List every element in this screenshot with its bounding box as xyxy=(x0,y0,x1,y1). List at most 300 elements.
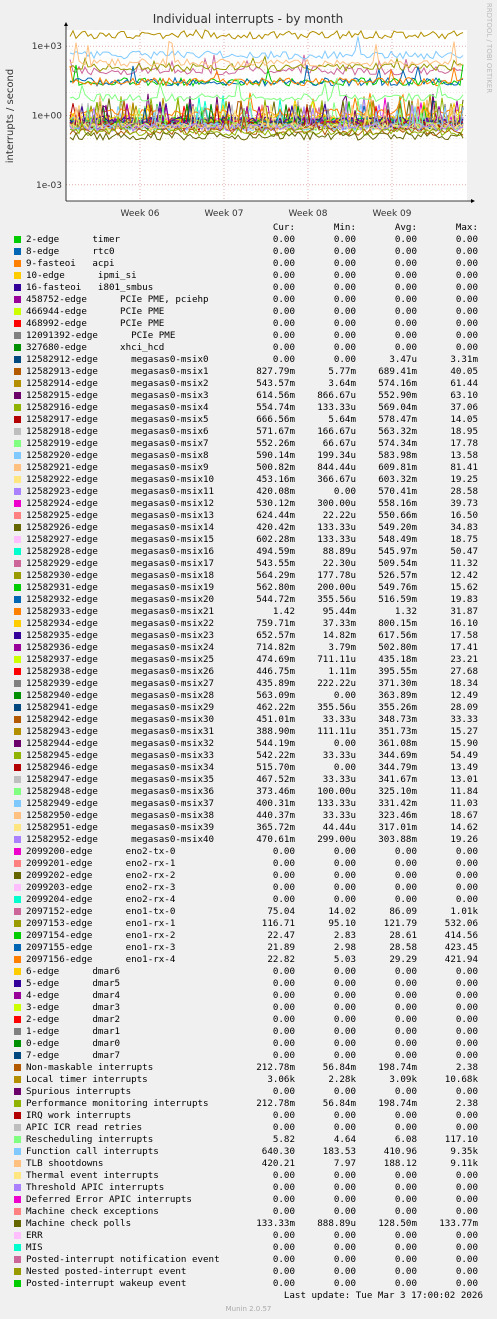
legend-max: 133.77m xyxy=(439,1218,478,1229)
legend-label: 16-fasteoi i801_smbus xyxy=(26,282,154,293)
legend-cur: 0.00 xyxy=(272,1278,295,1289)
legend-row xyxy=(0,954,497,966)
x-axis-arrow xyxy=(471,199,475,203)
legend-max: 13.58 xyxy=(450,450,478,461)
legend-row xyxy=(0,546,497,558)
legend-row xyxy=(0,1146,497,1158)
legend-min: 133.33u xyxy=(317,798,356,809)
legend-cur: 212.78m xyxy=(256,1062,295,1073)
legend-max: 19.83 xyxy=(450,594,478,605)
legend-label: 12582944-edge megasas0-msix32 xyxy=(26,738,215,749)
legend-avg: 502.80m xyxy=(378,642,417,653)
legend-max: 117.10 xyxy=(444,1134,478,1145)
legend-max: 0.00 xyxy=(455,1014,478,1025)
legend-avg: 0.00 xyxy=(394,1242,417,1253)
legend-avg: 344.79m xyxy=(378,762,417,773)
legend-label: Posted-interrupt wakeup event xyxy=(26,1278,187,1289)
legend-avg: 0.00 xyxy=(394,1038,417,1049)
legend-cur: 543.57m xyxy=(256,378,295,389)
legend-cur: 0.00 xyxy=(272,342,295,353)
legend-max: 18.34 xyxy=(450,678,478,689)
legend-row xyxy=(0,750,497,762)
legend-row xyxy=(0,714,497,726)
legend-avg: 0.00 xyxy=(394,342,417,353)
legend-avg: 516.59m xyxy=(378,594,417,605)
legend-cur: 0.00 xyxy=(272,1170,295,1181)
legend-min: 177.78u xyxy=(317,570,356,581)
legend-max: 18.75 xyxy=(450,534,478,545)
legend-cur: 21.89 xyxy=(267,942,295,953)
legend-row xyxy=(0,990,497,1002)
legend-max: 11.03 xyxy=(450,798,478,809)
legend-min: 0.00 xyxy=(333,1170,356,1181)
legend-max: 19.25 xyxy=(450,474,478,485)
legend-cur: 624.44m xyxy=(256,510,295,521)
legend-row xyxy=(0,738,497,750)
legend-row xyxy=(0,606,497,618)
legend-swatch xyxy=(14,932,21,939)
legend-min: 0.00 xyxy=(333,318,356,329)
legend-min: 56.84m xyxy=(322,1098,356,1109)
legend-cur: 0.00 xyxy=(272,978,295,989)
legend-row xyxy=(0,294,497,306)
legend-row xyxy=(0,654,497,666)
legend-max: 0.00 xyxy=(455,1170,478,1181)
legend-max: 14.62 xyxy=(450,822,478,833)
legend-row xyxy=(0,366,497,378)
legend-min: 56.84m xyxy=(322,1062,356,1073)
legend-cur: 75.04 xyxy=(267,906,295,917)
legend-max: 0.00 xyxy=(455,294,478,305)
legend-row xyxy=(0,486,497,498)
legend-cur: 0.00 xyxy=(272,1086,295,1097)
legend-swatch xyxy=(14,524,21,531)
legend-row xyxy=(0,354,497,366)
y-tick-label: 1e+00 xyxy=(31,111,62,122)
legend-avg: 0.00 xyxy=(394,1086,417,1097)
legend-min: 88.89u xyxy=(322,546,356,557)
legend-label: 12582918-edge megasas0-msix6 xyxy=(26,426,209,437)
legend-avg: 0.00 xyxy=(394,306,417,317)
legend-min: 111.11u xyxy=(317,726,356,737)
legend-max: 11.84 xyxy=(450,786,478,797)
legend-max: 15.27 xyxy=(450,726,478,737)
legend-cur: 0.00 xyxy=(272,1266,295,1277)
legend-min: 0.00 xyxy=(333,1242,356,1253)
legend-swatch xyxy=(14,812,21,819)
legend-cur: 440.37m xyxy=(256,810,295,821)
legend-swatch xyxy=(14,632,21,639)
legend-avg: 0.00 xyxy=(394,282,417,293)
legend-swatch xyxy=(14,572,21,579)
legend-max: 2.38 xyxy=(455,1062,478,1073)
legend-min: 4.64 xyxy=(333,1134,356,1145)
legend-swatch xyxy=(14,596,21,603)
legend-row xyxy=(0,702,497,714)
legend-avg: 583.98m xyxy=(378,450,417,461)
legend-cur: 0.00 xyxy=(272,858,295,869)
legend-cur: 515.70m xyxy=(256,762,295,773)
legend-min: 1.11m xyxy=(328,666,356,677)
legend-avg: 0.00 xyxy=(394,1182,417,1193)
legend-row xyxy=(0,282,497,294)
legend-min: 183.53 xyxy=(322,1146,356,1157)
legend-label: Function call interrupts xyxy=(26,1146,159,1157)
legend-min: 0.00 xyxy=(333,258,356,269)
legend-swatch xyxy=(14,656,21,663)
legend-label: 8-edge rtc0 xyxy=(26,246,115,257)
legend-avg: 325.10m xyxy=(378,786,417,797)
legend-min: 66.67u xyxy=(322,438,356,449)
legend-cur: 0.00 xyxy=(272,1038,295,1049)
legend-max: 0.00 xyxy=(455,1194,478,1205)
legend-max: 532.06 xyxy=(444,918,478,929)
legend-avg: 348.73m xyxy=(378,714,417,725)
legend-swatch xyxy=(14,332,21,339)
legend-avg: 0.00 xyxy=(394,330,417,341)
legend-cur: 0.00 xyxy=(272,354,295,365)
legend-max: 63.10 xyxy=(450,390,478,401)
legend-avg: 0.00 xyxy=(394,990,417,1001)
legend-cur: 420.21 xyxy=(261,1158,295,1169)
legend-label: 2097154-edge eno1-rx-2 xyxy=(26,930,176,941)
legend-avg: 341.67m xyxy=(378,774,417,785)
legend-avg: 552.90m xyxy=(378,390,417,401)
legend-row xyxy=(0,426,497,438)
legend-label: 12582936-edge megasas0-msix24 xyxy=(26,642,215,653)
legend-avg: 558.16m xyxy=(378,498,417,509)
legend-swatch xyxy=(14,1076,21,1083)
legend-min: 2.98 xyxy=(333,942,356,953)
legend-swatch xyxy=(14,584,21,591)
legend-max: 15.62 xyxy=(450,582,478,593)
y-axis-arrow xyxy=(64,22,68,26)
legend-swatch xyxy=(14,776,21,783)
legend-row xyxy=(0,1074,497,1086)
legend-row xyxy=(0,414,497,426)
legend-avg: 331.42m xyxy=(378,798,417,809)
legend-swatch xyxy=(14,392,21,399)
legend-label: 12582916-edge megasas0-msix4 xyxy=(26,402,209,413)
legend-avg: 689.41m xyxy=(378,366,417,377)
legend-cur: 212.78m xyxy=(256,1098,295,1109)
legend-swatch xyxy=(14,452,21,459)
legend-max: 17.58 xyxy=(450,630,478,641)
legend-row xyxy=(0,330,497,342)
legend-avg: 28.58 xyxy=(389,942,417,953)
legend-avg: 355.26m xyxy=(378,702,417,713)
legend-max: 39.73 xyxy=(450,498,478,509)
legend-cur: 0.00 xyxy=(272,870,295,881)
legend-label: 12582945-edge megasas0-msix33 xyxy=(26,750,215,761)
legend-swatch xyxy=(14,1160,21,1167)
legend-avg: 317.01m xyxy=(378,822,417,833)
legend-avg: 549.76m xyxy=(378,582,417,593)
legend-row xyxy=(0,774,497,786)
legend-max: 0.00 xyxy=(455,1122,478,1133)
legend-row xyxy=(0,1098,497,1110)
legend-swatch xyxy=(14,728,21,735)
legend-row xyxy=(0,798,497,810)
legend-swatch xyxy=(14,1004,21,1011)
legend-row xyxy=(0,1110,497,1122)
legend-swatch xyxy=(14,476,21,483)
legend-max: 0.00 xyxy=(455,1254,478,1265)
legend-max: 0.00 xyxy=(455,870,478,881)
legend-max: 23.21 xyxy=(450,654,478,665)
legend-row xyxy=(0,1062,497,1074)
legend-label: 10-edge ipmi_si xyxy=(26,270,137,281)
legend-max: 34.83 xyxy=(450,522,478,533)
legend-min: 711.11u xyxy=(317,654,356,665)
legend-row xyxy=(0,882,497,894)
legend-avg: 303.88m xyxy=(378,834,417,845)
legend-avg: 0.00 xyxy=(394,1206,417,1217)
x-tick-label: Week 06 xyxy=(120,209,160,219)
legend-table xyxy=(0,222,497,1290)
legend-label: 12582926-edge megasas0-msix14 xyxy=(26,522,215,533)
legend-min: 0.00 xyxy=(333,306,356,317)
legend-avg: 0.00 xyxy=(394,294,417,305)
legend-row xyxy=(0,1134,497,1146)
legend-label: 12582952-edge megasas0-msix40 xyxy=(26,834,215,845)
legend-max: 414.56 xyxy=(444,930,478,941)
legend-min: 0.00 xyxy=(333,1050,356,1061)
legend-label: 12582927-edge megasas0-msix15 xyxy=(26,534,215,545)
legend-swatch xyxy=(14,1232,21,1239)
legend-min: 0.00 xyxy=(333,246,356,257)
legend-label: 2097152-edge eno1-tx-0 xyxy=(26,906,176,917)
legend-swatch xyxy=(14,920,21,927)
legend-avg: 351.73m xyxy=(378,726,417,737)
legend-max: 0.00 xyxy=(455,1278,478,1289)
legend-max: 50.47 xyxy=(450,546,478,557)
legend-avg: 371.30m xyxy=(378,678,417,689)
legend-label: 12582919-edge megasas0-msix7 xyxy=(26,438,209,449)
legend-cur: 0.00 xyxy=(272,1230,295,1241)
y-tick-label: 1e+03 xyxy=(31,42,62,53)
legend-min: 866.67u xyxy=(317,390,356,401)
legend-row xyxy=(0,474,497,486)
legend-label: 2-edge timer xyxy=(26,234,121,245)
legend-cur: 470.61m xyxy=(256,834,295,845)
legend-min: 0.00 xyxy=(333,870,356,881)
legend-avg: 344.69m xyxy=(378,750,417,761)
legend-cur: 640.30 xyxy=(261,1146,295,1157)
legend-label: 12582930-edge megasas0-msix18 xyxy=(26,570,215,581)
legend-header xyxy=(0,222,497,234)
legend-max: 12.42 xyxy=(450,570,478,581)
legend-max: 421.94 xyxy=(444,954,478,965)
legend-max: 9.11k xyxy=(450,1158,478,1169)
legend-row xyxy=(0,498,497,510)
legend-min: 0.00 xyxy=(333,342,356,353)
legend-max: 0.00 xyxy=(455,270,478,281)
legend-swatch xyxy=(14,1088,21,1095)
legend-label: 0-edge dmar0 xyxy=(26,1038,121,1049)
legend-swatch xyxy=(14,1112,21,1119)
legend-swatch xyxy=(14,296,21,303)
legend-cur: 0.00 xyxy=(272,1026,295,1037)
legend-cur: 827.79m xyxy=(256,366,295,377)
header-max: Max: xyxy=(455,222,478,233)
legend-label: 9-fasteoi acpi xyxy=(26,258,115,269)
legend-cur: 453.16m xyxy=(256,474,295,485)
legend-row xyxy=(0,1182,497,1194)
legend-cur: 1.42 xyxy=(272,606,295,617)
legend-min: 0.00 xyxy=(333,738,356,749)
legend-swatch xyxy=(14,968,21,975)
legend-swatch xyxy=(14,956,21,963)
legend-min: 0.00 xyxy=(333,1254,356,1265)
legend-cur: 5.82 xyxy=(272,1134,295,1145)
legend-row xyxy=(0,1158,497,1170)
legend-cur: 0.00 xyxy=(272,1050,295,1061)
legend-max: 0.00 xyxy=(455,966,478,977)
legend-swatch xyxy=(14,416,21,423)
legend-row xyxy=(0,666,497,678)
legend-swatch xyxy=(14,1016,21,1023)
legend-label: Posted-interrupt notification event xyxy=(26,1254,220,1265)
legend-avg: 363.89m xyxy=(378,690,417,701)
legend-cur: 435.89m xyxy=(256,678,295,689)
legend-max: 33.33 xyxy=(450,714,478,725)
last-update: Last update: Tue Mar 3 17:00:02 2026 xyxy=(283,1290,483,1301)
legend-max: 0.00 xyxy=(455,1086,478,1097)
legend-cur: 388.90m xyxy=(256,726,295,737)
legend-avg: 0.00 xyxy=(394,894,417,905)
legend-row xyxy=(0,642,497,654)
legend-min: 33.33u xyxy=(322,750,356,761)
legend-max: 1.01k xyxy=(450,906,478,917)
legend-avg: 128.50m xyxy=(378,1218,417,1229)
legend-max: 0.00 xyxy=(455,330,478,341)
legend-cur: 564.29m xyxy=(256,570,295,581)
legend-min: 0.00 xyxy=(333,270,356,281)
y-tick-label: 1e-03 xyxy=(36,180,62,191)
legend-avg: 0.00 xyxy=(394,234,417,245)
legend-min: 0.00 xyxy=(333,354,356,365)
legend-row xyxy=(0,1050,497,1062)
legend-min: 37.33m xyxy=(322,618,356,629)
legend-max: 13.01 xyxy=(450,774,478,785)
legend-row xyxy=(0,906,497,918)
header-avg: Avg: xyxy=(394,222,417,233)
legend-label: 12582941-edge megasas0-msix29 xyxy=(26,702,215,713)
legend-cur: 0.00 xyxy=(272,306,295,317)
legend-label: 12582915-edge megasas0-msix3 xyxy=(26,390,209,401)
legend-label: 458752-edge PCIe PME, pciehp xyxy=(26,294,209,305)
legend-max: 16.10 xyxy=(450,618,478,629)
legend-max: 0.00 xyxy=(455,1230,478,1241)
legend-min: 0.00 xyxy=(333,762,356,773)
legend-swatch xyxy=(14,548,21,555)
legend-label: 2099203-edge eno2-rx-3 xyxy=(26,882,176,893)
legend-avg: 0.00 xyxy=(394,1002,417,1013)
legend-cur: 0.00 xyxy=(272,1206,295,1217)
legend-cur: 0.00 xyxy=(272,294,295,305)
legend-cur: 562.80m xyxy=(256,582,295,593)
legend-swatch xyxy=(14,344,21,351)
legend-row xyxy=(0,930,497,942)
legend-min: 0.00 xyxy=(333,1086,356,1097)
legend-cur: 0.00 xyxy=(272,846,295,857)
rrdtool-label: RRDTOOL / TOBI OETIKER xyxy=(485,2,493,94)
legend-swatch xyxy=(14,1208,21,1215)
legend-label: 2099202-edge eno2-rx-2 xyxy=(26,870,176,881)
legend-row xyxy=(0,1266,497,1278)
legend-cur: 0.00 xyxy=(272,246,295,257)
legend-min: 5.77m xyxy=(328,366,356,377)
legend-cur: 400.31m xyxy=(256,798,295,809)
legend-row xyxy=(0,1206,497,1218)
legend-row xyxy=(0,978,497,990)
legend-row xyxy=(0,942,497,954)
legend-avg: 563.32m xyxy=(378,426,417,437)
legend-min: 0.00 xyxy=(333,846,356,857)
legend-swatch xyxy=(14,704,21,711)
legend-row xyxy=(0,1014,497,1026)
legend-avg: 0.00 xyxy=(394,246,417,257)
legend-avg: 361.08m xyxy=(378,738,417,749)
legend-max: 0.00 xyxy=(455,1206,478,1217)
legend-swatch xyxy=(14,512,21,519)
legend-label: Machine check polls xyxy=(26,1218,132,1229)
legend-swatch xyxy=(14,260,21,267)
legend-cur: 530.12m xyxy=(256,498,295,509)
legend-row xyxy=(0,1218,497,1230)
legend-label: 12582932-edge megasas0-msix20 xyxy=(26,594,215,605)
legend-cur: 544.72m xyxy=(256,594,295,605)
legend-cur: 614.56m xyxy=(256,390,295,401)
legend-swatch xyxy=(14,1136,21,1143)
legend-row xyxy=(0,1026,497,1038)
legend-cur: 590.14m xyxy=(256,450,295,461)
legend-cur: 543.55m xyxy=(256,558,295,569)
legend-max: 17.41 xyxy=(450,642,478,653)
legend-cur: 0.00 xyxy=(272,990,295,1001)
legend-min: 22.22u xyxy=(322,510,356,521)
legend-row xyxy=(0,618,497,630)
legend-label: MIS xyxy=(26,1242,43,1253)
legend-row xyxy=(0,858,497,870)
legend-rows xyxy=(0,234,497,1290)
legend-max: 0.00 xyxy=(455,990,478,1001)
legend-min: 22.30u xyxy=(322,558,356,569)
legend-row xyxy=(0,1038,497,1050)
legend-label: Performance monitoring interrupts xyxy=(26,1098,209,1109)
legend-avg: 617.56m xyxy=(378,630,417,641)
legend-label: 5-edge dmar5 xyxy=(26,978,121,989)
legend-swatch xyxy=(14,428,21,435)
legend-swatch xyxy=(14,1196,21,1203)
legend-label: 2099201-edge eno2-rx-1 xyxy=(26,858,176,869)
legend-avg: 0.00 xyxy=(394,1110,417,1121)
legend-label: TLB shootdowns xyxy=(26,1158,104,1169)
legend-min: 0.00 xyxy=(333,690,356,701)
legend-cur: 0.00 xyxy=(272,318,295,329)
legend-max: 2.38 xyxy=(455,1098,478,1109)
legend-max: 9.35k xyxy=(450,1146,478,1157)
legend-label: Thermal event interrupts xyxy=(26,1170,159,1181)
legend-max: 28.09 xyxy=(450,702,478,713)
legend-cur: 462.22m xyxy=(256,702,295,713)
legend-max: 0.00 xyxy=(455,1002,478,1013)
legend-row xyxy=(0,438,497,450)
legend-min: 0.00 xyxy=(333,1038,356,1049)
legend-avg: 570.41m xyxy=(378,486,417,497)
legend-row xyxy=(0,678,497,690)
